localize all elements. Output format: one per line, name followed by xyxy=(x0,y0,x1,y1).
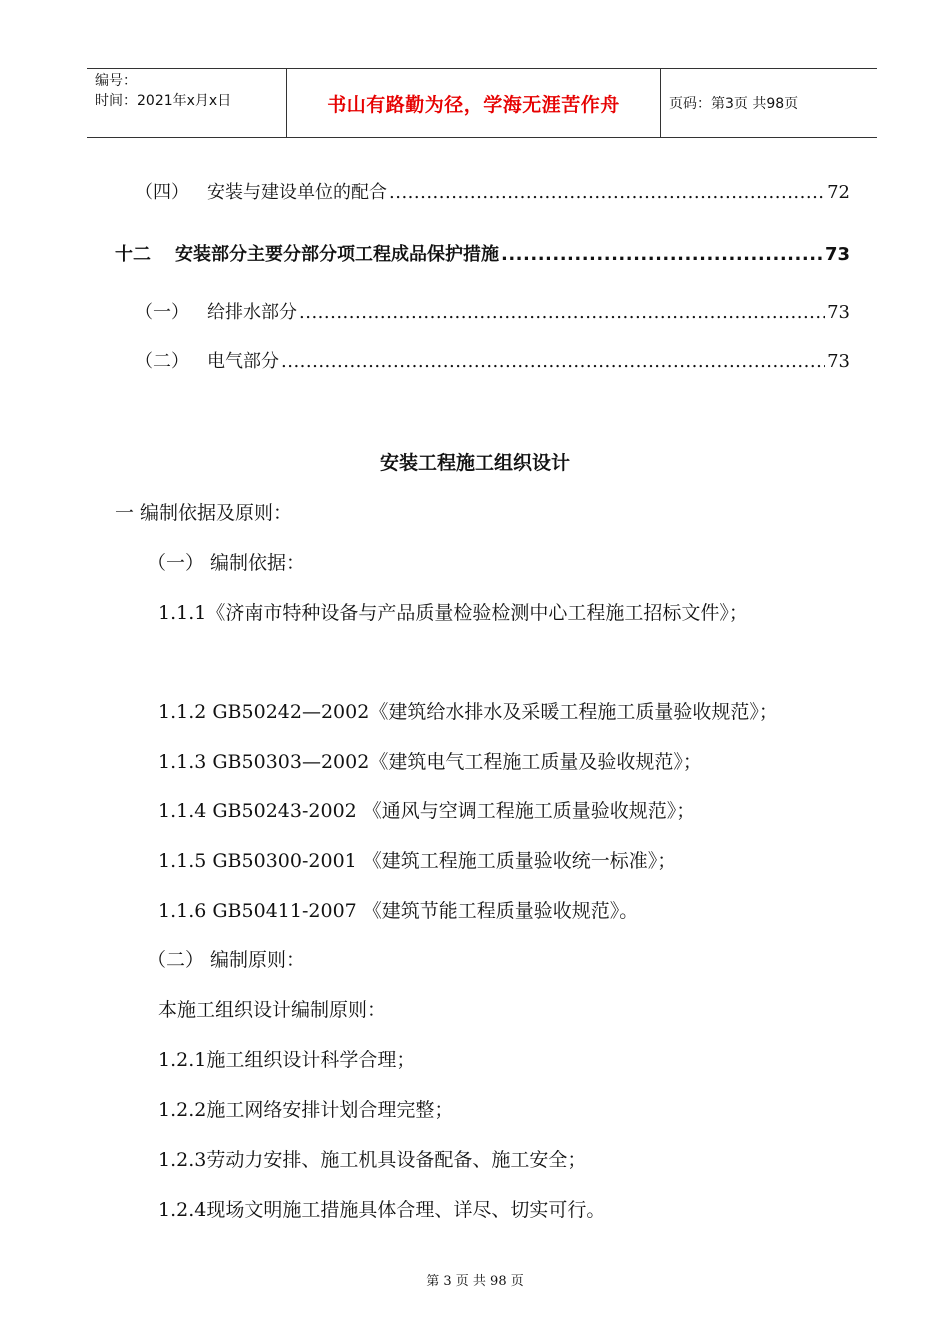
section-heading: 一 编制依据及原则： xyxy=(115,502,293,524)
principle-item: 1.2.2施工网络安排计划合理完整； xyxy=(158,1099,454,1121)
page-footer: 第 3 页 共 98 页 xyxy=(426,1274,524,1289)
toc-page: 72 xyxy=(827,182,850,203)
toc-number: （一） xyxy=(135,302,189,323)
basis-item: 1.1.1《济南市特种设备与产品质量检验检测中心工程施工招标文件》； xyxy=(158,602,748,624)
subsection-heading: （二） 编制原则： xyxy=(147,949,306,971)
header-motto: 书山有路勤为径，学海无涯苦作舟 xyxy=(287,69,661,137)
header-page-info: 页码：第3页 共98页 xyxy=(669,96,799,112)
subsection-heading: （一） 编制依据： xyxy=(147,552,306,574)
toc-page: 73 xyxy=(827,302,850,323)
header-time: 时间：2021年x月x日 xyxy=(95,93,232,109)
toc-page: 73 xyxy=(824,244,850,265)
toc-text: 给排水部分 xyxy=(207,302,297,323)
toc-number: 十二 xyxy=(115,244,151,265)
toc-text: 电气部分 xyxy=(207,351,279,372)
page-header xyxy=(87,68,877,138)
toc-item xyxy=(135,347,850,373)
principle-item: 1.2.4现场文明施工措施具体合理、详尽、切实可行。 xyxy=(158,1199,606,1221)
basis-item: 1.1.6 GB50411-2007 《建筑节能工程质量验收规范》。 xyxy=(158,900,639,922)
principle-item: 1.2.3劳动力安排、施工机具设备配备、施工安全； xyxy=(158,1149,587,1171)
toc-leader xyxy=(299,302,825,323)
doc-title: 安装工程施工组织设计 xyxy=(379,452,570,474)
toc-page: 73 xyxy=(827,351,850,372)
header-number: 编号： xyxy=(95,73,137,89)
principle-item: 1.2.1施工组织设计科学合理； xyxy=(158,1049,416,1071)
basis-item: 1.1.2 GB50242—2002《建筑给水排水及采暖工程施工质量验收规范》； xyxy=(158,701,778,723)
basis-item: 1.1.3 GB50303—2002《建筑电气工程施工质量及验收规范》； xyxy=(158,751,702,773)
basis-item: 1.1.4 GB50243-2002 《通风与空调工程施工质量验收规范》； xyxy=(158,800,696,822)
basis-item: 1.1.5 GB50300-2001 《建筑工程施工质量验收统一标准》； xyxy=(158,850,677,872)
toc-text: 安装部分主要分部分项工程成品保护措施 xyxy=(175,244,499,265)
toc-text: 安装与建设单位的配合 xyxy=(207,182,387,203)
principle-intro: 本施工组织设计编制原则： xyxy=(158,999,387,1021)
header-meta xyxy=(87,69,287,137)
toc-leader xyxy=(501,244,823,265)
toc-number: （二） xyxy=(135,351,189,372)
toc-item xyxy=(135,178,850,204)
toc-leader xyxy=(281,351,825,372)
toc-leader xyxy=(389,182,825,203)
toc-number: （四） xyxy=(135,182,189,203)
toc-item xyxy=(135,298,850,324)
toc-item xyxy=(115,240,850,266)
